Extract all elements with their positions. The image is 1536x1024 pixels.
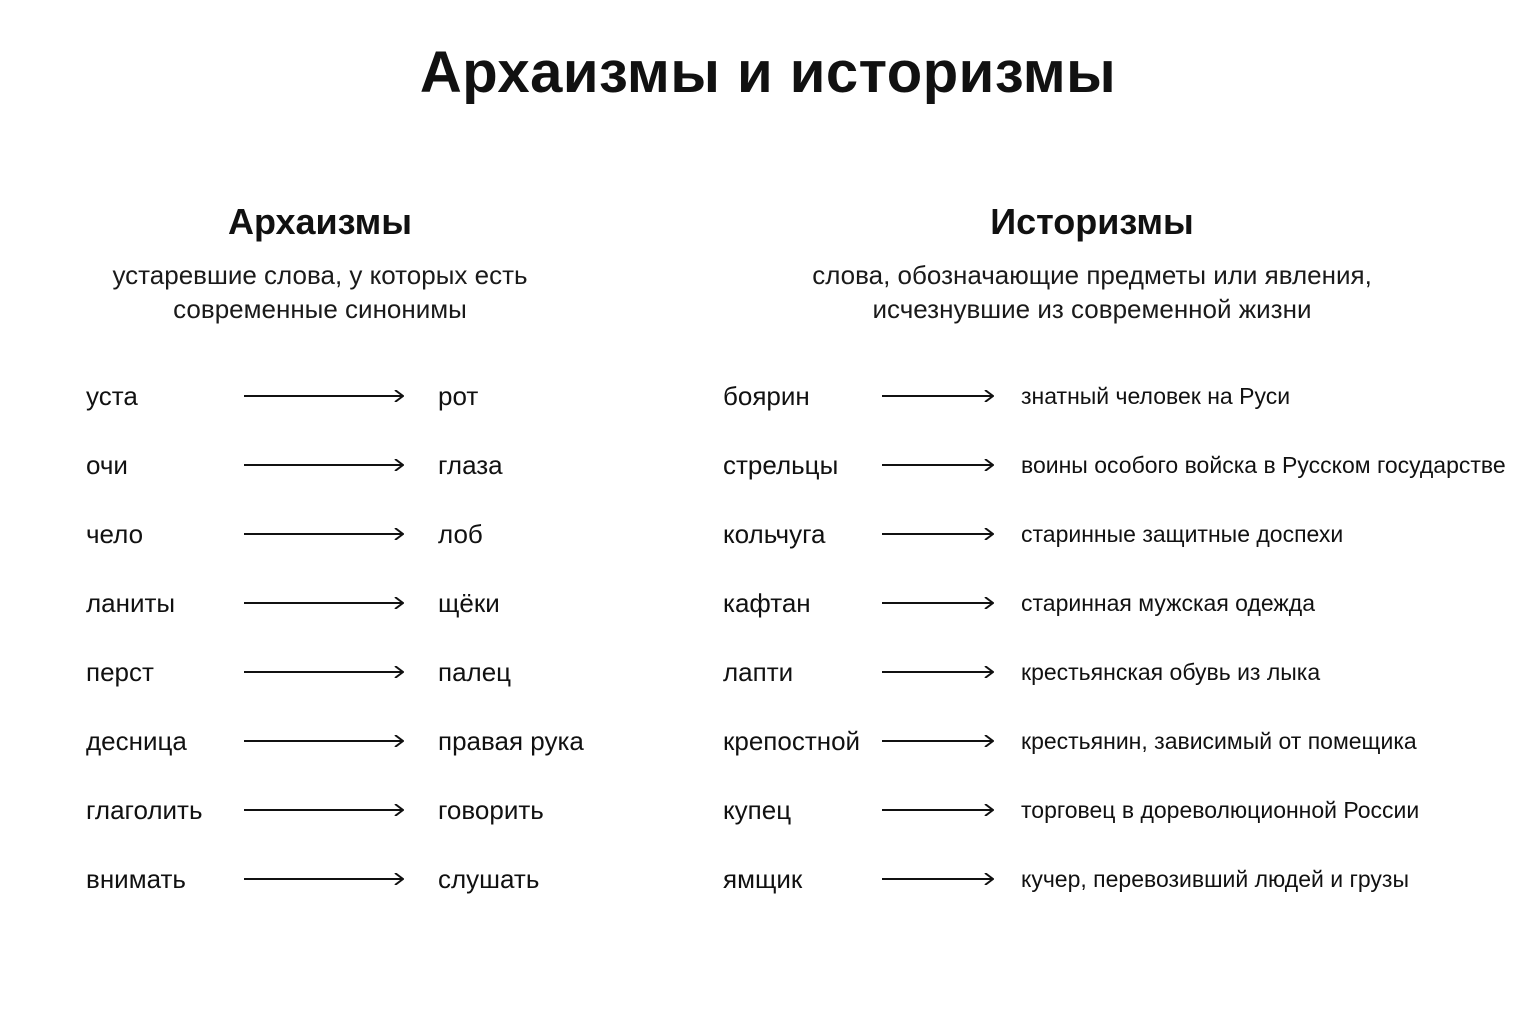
historism-row [0,859,1536,899]
term-word: перст [86,657,154,687]
term-word: стрельцы [723,450,839,480]
right-arrow-icon [882,597,994,609]
archaisms-description [30,258,610,326]
historism-row [0,721,1536,761]
historisms-heading: Историзмы [990,201,1194,242]
historisms-description-line: слова, обозначающие предметы или явления, [812,260,1372,290]
historism-row [0,514,1536,554]
term-meaning: крестьянин, зависимый от помещика [1021,728,1417,754]
term-word: кафтан [723,588,811,618]
right-arrow-icon [882,735,994,747]
term-meaning: слушать [438,864,540,894]
term-meaning: рот [438,381,479,411]
term-word: десница [86,726,187,756]
historism-row [0,445,1536,485]
term-word: купец [723,795,792,825]
term-meaning: знатный человек на Руси [1021,383,1291,409]
term-meaning: глаза [438,450,503,480]
page-title: Архаизмы и историзмы [419,40,1117,105]
term-word: уста [86,381,138,411]
historism-row [0,583,1536,623]
right-arrow-icon [882,459,994,471]
right-arrow-icon [882,528,994,540]
historism-row [0,652,1536,692]
term-meaning: кучер, перевозивший людей и грузы [1021,866,1409,892]
archaisms-description-line: современные синонимы [173,294,467,324]
historisms-description [742,258,1442,326]
historism-row [0,790,1536,830]
term-word: ланиты [86,588,176,618]
archaisms-description-line: устаревшие слова, у которых есть [112,260,528,290]
term-meaning: лоб [438,519,483,549]
right-arrow-icon [882,390,994,402]
term-meaning: щёки [438,588,500,618]
term-meaning: говорить [438,795,544,825]
historism-row [0,376,1536,416]
archaisms-heading: Архаизмы [227,201,413,242]
term-word: лапти [723,657,794,687]
right-arrow-icon [882,666,994,678]
term-word: кольчуга [723,519,826,549]
term-meaning: воины особого войска в Русском государстве [1021,452,1506,478]
right-arrow-icon [882,804,994,816]
term-meaning: торговец в дореволюционной России [1021,797,1420,823]
term-word: внимать [86,864,186,894]
historisms-description-line: исчезнувшие из современной жизни [872,294,1312,324]
right-arrow-icon [882,873,994,885]
term-word: глаголить [86,795,203,825]
term-word: боярин [723,381,810,411]
term-meaning: старинные защитные доспехи [1021,521,1344,547]
term-word: крепостной [723,726,861,756]
term-meaning: крестьянская обувь из лыка [1021,659,1321,685]
term-meaning: палец [438,657,512,687]
term-meaning: старинная мужская одежда [1021,590,1316,616]
term-meaning: правая рука [438,726,584,756]
term-word: очи [86,450,128,480]
term-word: чело [86,519,144,549]
term-word: ямщик [723,864,803,894]
